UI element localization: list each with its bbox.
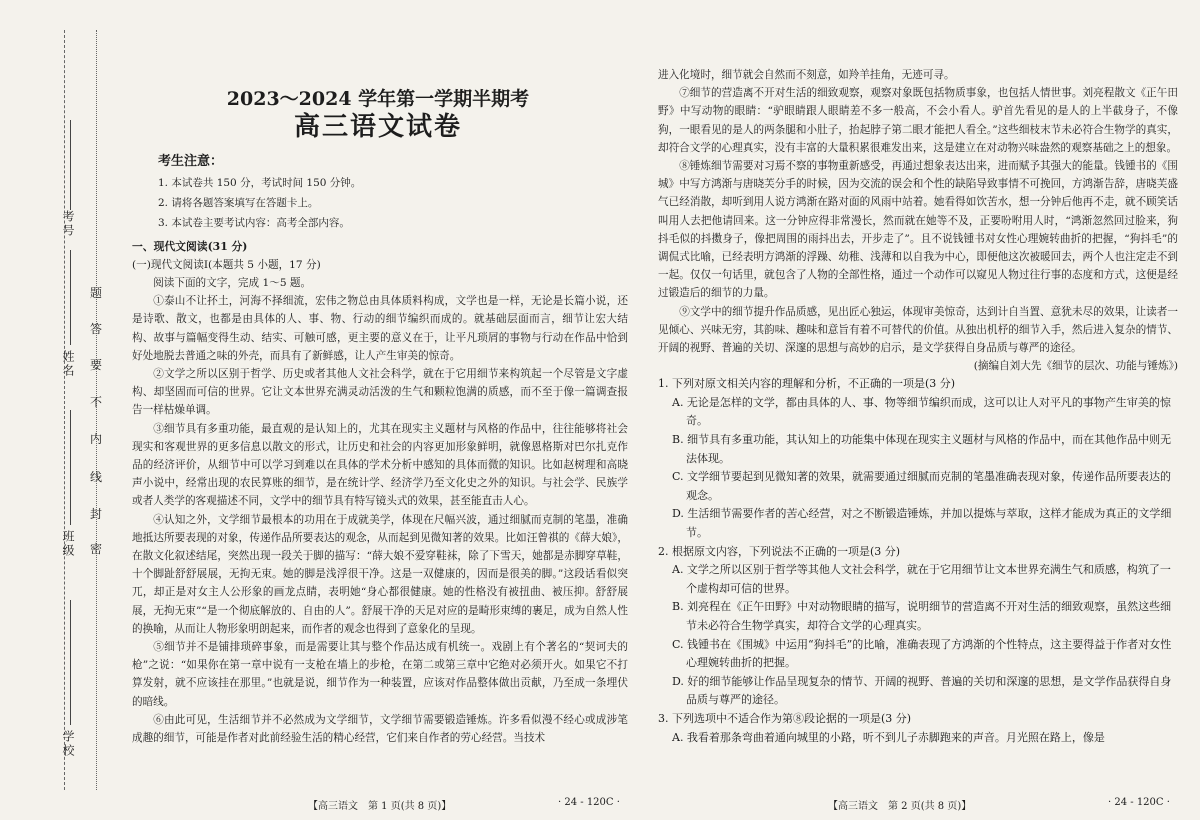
- seal-char-5: 不: [90, 395, 103, 409]
- page-2-code: · 24 - 120C ·: [1108, 797, 1170, 808]
- seal-char-7: 答: [90, 322, 103, 336]
- page-2-footer: 【高三语文 第 2 页(共 8 页)】: [828, 801, 972, 812]
- notice-item: 3. 本试卷主要考试内容：高考全部内容。: [158, 217, 350, 229]
- question-3-stem: 3. 下列选项中不适合作为第⑧段论据的一项是(3 分): [658, 711, 912, 725]
- question-2-option-b: B. 刘亮程在《正午田野》中对动物眼睛的描写，说明细节的营造离不开对生活的细致观察，虽然这些细节未必符合生物学真实，却符合文学的心理真实。: [672, 600, 1172, 632]
- seal-char-3: 线: [90, 470, 103, 484]
- passage-paragraph: ⑦细节的营造离不开对生活的细致观察，观察对象既包括物质事象，也包括人情世事。刘亮程散文《正午田野》中写动物的眼睛：“驴眼睛跟人眼睛差不多一般高，不会小看人。驴首先看见的是人的上半截身子，不像狗，一眼看见的是人的两条腿和小肚子，抬起脖子第二眼才能把人看全。”这些细枝末节未必符合生物学的真实，却符合文学的心理真实，没有丰富的大量积累很难发出来，这是建立在对动物兴味盎然的观察基础之上的想象。: [658, 87, 1178, 154]
- page-1-column: [128, 0, 628, 820]
- page-1-code: · 24 - 120C ·: [558, 797, 620, 808]
- question-1-stem: 1. 下列对原文相关内容的理解和分析，不正确的一项是(3 分): [658, 377, 956, 391]
- subsection-heading: (一)现代文阅读Ⅰ(本题共 5 小题，17 分): [132, 259, 321, 271]
- candidate-notice: [158, 150, 618, 233]
- question-1-option-a: A. 无论是怎样的文学，都由具体的人、事、物等细节编织而成，这可以让人对平凡的事物产生审美的惊奇。: [672, 395, 1171, 428]
- passage-paragraph: ④认知之外，文学细节最根本的功用在于成就美学，体现在尺幅兴波，通过细腻而克制的笔墨，准确地抵达所要表现的对象，传递作品所要表达的观念，从而起到见微知著的效果。比如汪曾祺的《薛大娘》，在散文化叙述结尾，突然出现一段关于脚的描写：“薛大娘不爱穿鞋袜，除了下雪天，她都是赤脚穿草鞋，十个脚趾舒舒展展，无拘无束。她的脚是浅浮很干净。这是一双健康的，因而是很美的脚。”这段话看似突兀，却正是对女主人公形象的画龙点睛，表明她“身心都很健康。她的性格没有被扭曲、被压抑。舒舒展展，无拘无束”“是一个彻底解放的、自由的人”。舒展干净的天足对应的是畸形束缚的裹足，成为自然人性的换喻，从而让人物形象明朗起来，而作者的观念也得到了意象化的呈现。: [132, 513, 628, 635]
- passage-paragraph: 进入化境时，细节就会自然而不刻意，如羚羊挂角，无迹可寻。: [658, 69, 955, 81]
- question-1-option-c: C. 文学细节要起到见微知著的效果，就需要通过细腻而克制的笔墨准确表现对象，传递作品所要表达的观念。: [672, 470, 1172, 502]
- name-label: 姓名: [61, 350, 75, 378]
- exam-number-label: 考号: [61, 210, 75, 238]
- seal-char-1: 密: [90, 542, 103, 556]
- question-2-option-c: C. 钱锺书在《围城》中运用“狗抖毛”的比喻，准确表现了方鸿渐的个性特点，这主要得益于作者对女性心理婉转曲折的把握。: [672, 637, 1172, 670]
- question-1-option-d: D. 生活细节需要作者的苦心经营，对之不断锻造锤炼，并加以提炼与萃取，这样才能成为真正的文学细节。: [672, 507, 1172, 539]
- passage-paragraph: ⑨文学中的细节提升作品质感，见出匠心独运，体现审美惊奇，达到计自当置、意犹未尽的效果，让读者一见倾心、兴味无穷，其韵味、趣味和意旨有着不可替代的价值。从独出机杼的细节入手，然后进入复杂的情节、开阔的视野、普遍的关切、深邃的思想与高妙的启示，是文学获得自身品质与尊严的途径。: [658, 305, 1178, 355]
- section-heading: 一、现代文阅读(31 分): [132, 240, 248, 253]
- passage-paragraph: ①泰山不让抔土，河海不择细流，宏伟之物总由具体质料构成，文学也是一样，无论是长篇小说，还是诗歌、散文，也都是由具体的人、事、物、行动的细节编织而成的。就基础层面而言，细节让宏大结构、故事与篇幅变得生动、结实、可触可感，更主要的意义在于，让平凡琐屑的事物与行动在作品中恰到好处地脱去普通之味的外壳，而具有了新鲜感，让人产生审美的惊奇。: [132, 295, 628, 362]
- notice-item: 2. 请将各题答案填写在答题卡上。: [158, 197, 319, 209]
- passage-paragraph: ⑥由此可见，生活细节并不必然成为文学细节，文学细节需要锻造锤炼。许多看似漫不经心或成涉笔成趣的细节，可能是作者对此前经验生活的精心经营，它们来自作者的劳心经营。当技术: [132, 713, 628, 745]
- question-2-option-d: D. 好的细节能够让作品呈现复杂的情节、开阔的视野、普遍的关切和深邃的思想，是文学作品获得自身品质与尊严的途径。: [672, 674, 1172, 707]
- exam-number-line: [70, 120, 71, 210]
- question-3-option-a: A. 我看着那条弯曲着通向城里的小路，听不到儿子赤脚跑来的声音。月光照在路上，像是: [672, 730, 1105, 744]
- seal-char-6: 要: [90, 358, 103, 372]
- class-line: [70, 410, 71, 525]
- page-1-footer: 【高三语文 第 1 页(共 8 页)】: [308, 801, 452, 812]
- name-line: [70, 250, 71, 345]
- instruction-text: 阅读下面的文字，完成 1～5 题。: [153, 277, 312, 289]
- notice-item: 1. 本试卷共 150 分，考试时间 150 分钟。: [158, 177, 362, 189]
- passage-paragraph: ⑧锤炼细节需要对习焉不察的事物重新感受，再通过想象表达出来，进而赋予其强大的能量。钱锺书的《围城》中写方鸿渐与唐晓芙分手的时候，因为交流的误会和个性的缺陷导致事情不可挽回，方鸿渐告辞，唐晓芙盛气已经消散，却听到用人说方鸿渐在路对面的风雨中站着。她看得如饮苦水，想一分钟后他再不走，就不顾笑话叫用人去把他请回来。这一分钟应得非常漫长，然而就在她等不及，正要吩咐用人时，“鸿渐忽然回过脸来，狗抖毛似的抖擞身子，像把周围的雨抖出去，开步走了”。且不说钱锺书对女性心理婉转曲折的把握，“狗抖毛”的调侃式比喻，已经表明方鸿渐的浮躁、幼稚、浅薄和以自我为中心，即便他这次被暖回去，两个人也注定走不到一起。仅仅一句话里，就包含了人物的全部性格，通过一个动作可以窥见人物过往行事的态度和方式，这便是经过锻造后的细节的力量。: [658, 160, 1178, 300]
- notice-title: 考生注意：: [158, 154, 224, 169]
- fold-line-outer: [64, 30, 65, 790]
- seal-char-2: 封: [90, 507, 103, 521]
- school-line: [70, 600, 71, 725]
- exam-title-line2: 高三语文试卷: [293, 112, 462, 142]
- class-label: 班级: [61, 530, 75, 558]
- question-2-stem: 2. 根据原文内容，下列说法不正确的一项是(3 分): [658, 544, 901, 558]
- seal-char-4: 内: [90, 432, 103, 446]
- reading-passage-part1: [132, 238, 628, 747]
- passage-paragraph: ③细节具有多重功能，最直观的是认知上的，尤其在现实主义题材与风格的作品中，往往能够将社会现实和客观世界的更多信息以散文的形式，让历史和社会的内容更加形象鲜明，就像恩格斯对巴尔扎克作品的经济评价，从细节中可以学习到难以在具体的学术分析中感知的具体而微的知识。比如赵树理和高晓声小说中，经常出现的农民算账的细节，是在统计学、经济学乃至文化史之外的知识。与社会学、民族学或者人类学的客观描述不同，文学中的细节具有特写镜头式的效果，甚至能直击人心。: [132, 422, 628, 508]
- question-1-option-b: B. 细节具有多重功能，其认知上的功能集中体现在现实主义题材与风格的作品中，而在其他作品中则无法体现。: [672, 433, 1172, 465]
- binding-margin: [0, 0, 118, 820]
- seal-char-8: 题: [90, 286, 103, 300]
- passage-paragraph: ⑤细节并不是铺排琐碎事象，而是需要让其与整个作品达成有机统一。戏剧上有个著名的“契诃夫的枪”之说：“如果你在第一章中说有一支枪在墙上的步枪，在第二或第三章中它绝对必须开火。如果它不打算发射，就不应该挂在那里。”也就是说，细节作为一种装置，应该对作品整体做出贡献，乃至成一条埋伏的暗线。: [132, 641, 628, 708]
- exam-title-line1: 2023～2024 学年第一学期半期考: [226, 88, 530, 110]
- page-2-column: [658, 0, 1178, 820]
- reading-passage-part2: [658, 66, 1178, 747]
- fold-line-inner: [96, 30, 97, 790]
- question-2-option-a: A. 文学之所以区别于哲学等其他人文社会科学，就在于它用细节让文本世界充满生气和质感，构筑了一个虚构却可信的世界。: [672, 563, 1171, 595]
- passage-source: (摘编自刘大先《细节的层次、功能与锤炼》): [973, 360, 1178, 373]
- school-label: 学校: [61, 730, 75, 758]
- passage-paragraph: ②文学之所以区别于哲学、历史或者其他人文社会科学，就在于它用细节来构筑起一个尽管是文字虚构、却坚固而可信的世界。它让文本世界充满灵动活泼的生气和颗粒饱满的质感，而不至于像一篇调查报告一样枯燥单调。: [132, 368, 628, 417]
